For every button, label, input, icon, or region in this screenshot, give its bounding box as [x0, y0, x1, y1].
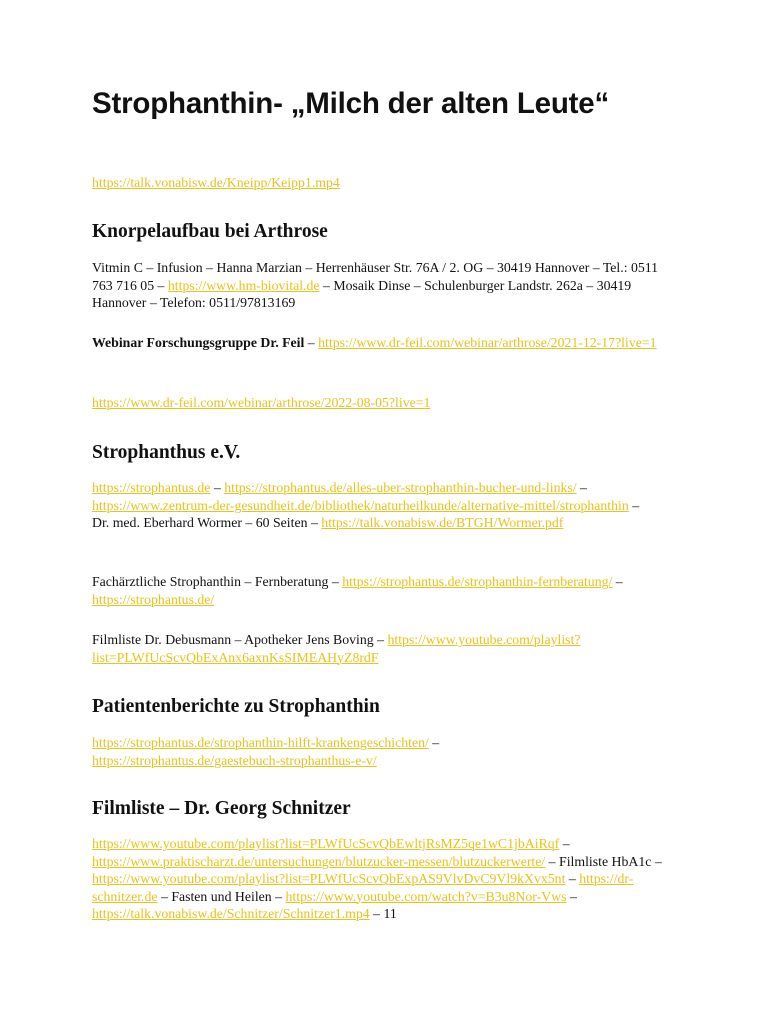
knorpel-text-a: Vitmin C – Infusion – Hanna Marzian – Herrenhäuser Str. 76A / 2. OG – 30419 Hannover – Tel.: 0511 763 716 05 –	[92, 260, 659, 293]
strophanthus-paragraph-1	[92, 479, 647, 532]
fasten-text: – Fasten und Heilen –	[157, 888, 286, 904]
zentrum-gesundheit-link[interactable]: https://www.zentrum-der-gesundheit.de/bibliothek/naturheilkunde/alternative-mittel/strophanthin	[92, 497, 629, 513]
wormer-pdf-link[interactable]: https://talk.vonabisw.de/BTGH/Wormer.pdf	[321, 515, 564, 530]
knorpel-paragraph-1	[92, 259, 672, 312]
separator: –	[304, 335, 319, 350]
strophanthus-paragraph-2	[92, 573, 632, 608]
strophantus-books-link[interactable]: https://strophantus.de/alles-uber-strophanthin-bucher-und-links/	[224, 480, 577, 495]
separator: –	[612, 574, 623, 589]
knorpel-paragraph-3	[92, 394, 682, 412]
debusmann-playlist-link[interactable]: https://www.youtube.com/playlist?list=PLWfUcScvQbExAnx6axnKsSIMEAHyZ8rdF	[92, 632, 581, 665]
intro-paragraph	[92, 174, 682, 192]
schnitzer-playlist-link-2[interactable]: https://www.youtube.com/playlist?list=PLWfUcScvQbExpAS9VlvDvC9Vl9kXvx5nt	[92, 871, 566, 886]
schnitzer-video-link[interactable]: https://talk.vonabisw.de/Schnitzer/Schnitzer1.mp4	[92, 906, 370, 921]
trailing-text: – 11	[369, 906, 397, 921]
fernberatung-text: Fachärztliche Strophanthin – Fernberatung –	[92, 574, 343, 589]
strophanthus-paragraph-3	[92, 631, 652, 666]
webinar-label: Webinar Forschungsgruppe Dr. Feil	[92, 335, 305, 350]
separator: –	[559, 836, 570, 851]
hm-biovital-link[interactable]: https://www.hm-biovital.de	[167, 277, 320, 293]
wormer-text: – Dr. med. Eberhard Wormer – 60 Seiten –	[92, 497, 640, 530]
strophantus-home-link[interactable]: https://strophantus.de	[92, 480, 211, 495]
heading-filmliste-schnitzer: Filmliste – Dr. Georg Schnitzer	[92, 798, 351, 819]
dr-feil-webinar-link-2021[interactable]: https://www.dr-feil.com/webinar/arthrose/2021-12-17?live=1	[318, 335, 657, 350]
schnitzer-playlist-link-1[interactable]: https://www.youtube.com/playlist?list=PLWfUcScvQbEwltjRsMZ5qe1wC1jbAiRqf	[92, 836, 560, 851]
dr-feil-webinar-link-2022[interactable]: https://www.dr-feil.com/webinar/arthrose/2022-08-05?live=1	[92, 395, 431, 410]
knorpel-text-b: – Mosaik Dinse – Schulenburger Landstr. 262a – 30419 Hannover – Telefon: 0511/97813169	[92, 277, 632, 310]
heading-knorpelaufbau: Knorpelaufbau bei Arthrose	[92, 221, 328, 242]
separator: –	[428, 735, 440, 750]
dr-schnitzer-link[interactable]: https://dr-schnitzer.de	[92, 871, 634, 904]
separator: –	[565, 871, 580, 886]
separator: –	[566, 888, 577, 904]
heading-patientenberichte: Patientenberichte zu Strophanthin	[92, 696, 380, 717]
separator: –	[576, 480, 587, 495]
filmliste-paragraph-1	[92, 835, 680, 923]
strophantus-root-link[interactable]: https://strophantus.de/	[92, 591, 215, 607]
fernberatung-link[interactable]: https://strophantus.de/strophanthin-fernberatung/	[342, 574, 613, 589]
krankengeschichten-link[interactable]: https://strophantus.de/strophanthin-hilft-krankengeschichten/	[92, 735, 429, 750]
gaestebuch-link[interactable]: https://strophantus.de/gaestebuch-strophanthus-e-v/	[92, 752, 377, 768]
patienten-paragraph-1	[92, 734, 582, 769]
separator: –	[210, 480, 225, 495]
youtube-watch-link[interactable]: https://www.youtube.com/watch?v=B3u8Nor-Vws	[285, 888, 567, 904]
intro-video-link[interactable]: https://talk.vonabisw.de/Kneipp/Keipp1.mp4	[92, 175, 340, 190]
blutzuckerwerte-link[interactable]: https://www.praktischarzt.de/untersuchungen/blutzucker-messen/blutzuckerwerte/	[92, 853, 546, 869]
page-title: Strophanthin- „Milch der alten Leute“	[92, 87, 610, 120]
knorpel-paragraph-2	[92, 334, 682, 352]
heading-strophanthus: Strophanthus e.V.	[92, 442, 241, 463]
hba1c-text: – Filmliste HbA1c –	[545, 853, 662, 869]
debusmann-text: Filmliste Dr. Debusmann – Apotheker Jens Boving –	[92, 632, 388, 647]
